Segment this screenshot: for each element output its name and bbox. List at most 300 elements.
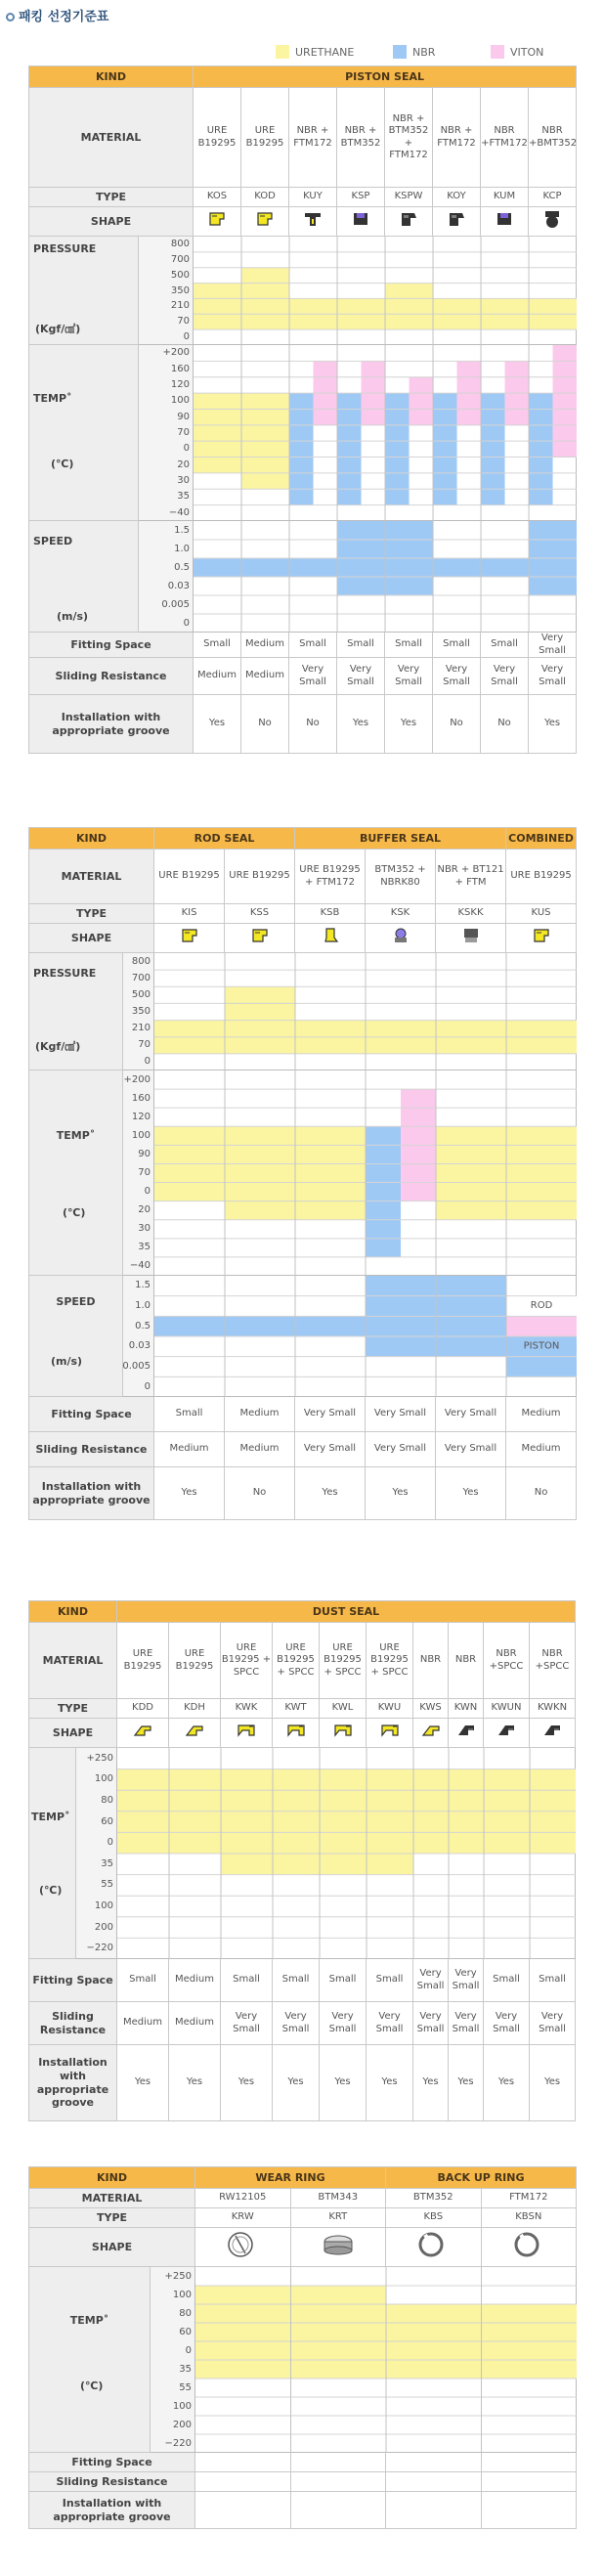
scale-tick-label: 70 — [138, 1166, 151, 1178]
scale-tick-label: 30 — [177, 474, 190, 486]
seal-shape-icon — [530, 1719, 576, 1748]
seal-shape-icon — [241, 207, 289, 237]
fitting-cell: Small — [367, 1959, 413, 2002]
group-header-wear: WEAR RING — [195, 2167, 386, 2189]
seal-shape-icon — [117, 1719, 169, 1748]
scale-tick-label: 20 — [138, 1203, 151, 1215]
fitting-cell: Very Small — [449, 1959, 484, 2002]
scale-tick-label: +250 — [164, 2270, 192, 2282]
sliding-cell — [195, 2472, 291, 2492]
type-cell: KOD — [241, 188, 289, 207]
scale-tick-label: 1.0 — [135, 1299, 151, 1311]
type-label: TYPE — [29, 2208, 195, 2228]
temp-label: TEMP˚ (℃) — [29, 345, 139, 521]
scale-tick-label: +200 — [162, 346, 190, 358]
material-cell: URE B19295 — [169, 1623, 221, 1699]
scale-tick-label: 35 — [177, 491, 190, 502]
temp-chart — [117, 1748, 576, 1959]
temp-range-nbr — [385, 393, 410, 505]
speed-range-bar — [433, 558, 481, 577]
swatch-icon — [276, 45, 289, 59]
scale-tick-label: 120 — [170, 378, 190, 390]
sliding-cell — [386, 2472, 482, 2492]
groove-cell: No — [506, 1467, 577, 1520]
type-cell: KWUN — [484, 1699, 530, 1719]
sliding-cell: Very Small — [436, 1432, 506, 1467]
temp-range-nbr — [337, 393, 362, 505]
fitting-cell — [481, 2453, 577, 2472]
groove-cell: Yes — [366, 1467, 436, 1520]
swatch-icon — [491, 45, 504, 59]
legend-viton: VITON — [491, 45, 543, 59]
seal-shape-icon — [529, 207, 577, 237]
type-cell: KWKN — [530, 1699, 576, 1719]
scale-tick-label: 60 — [179, 2326, 192, 2337]
sliding-label: Sliding Resistance — [29, 658, 194, 695]
groove-cell: No — [289, 695, 337, 754]
material-label: MATERIAL — [29, 2189, 195, 2208]
scale-tick-label: 0.03 — [128, 1340, 151, 1352]
fitting-label: Fitting Space — [29, 1959, 117, 2002]
speed-chart — [194, 521, 577, 633]
seal-shape-icon — [449, 1719, 484, 1748]
type-label: TYPE — [29, 1699, 117, 1719]
groove-cell: Yes — [194, 695, 241, 754]
speed-range-bar — [481, 558, 529, 577]
type-cell: KRT — [290, 2208, 386, 2228]
material-cell: URE B19295 — [194, 88, 241, 188]
material-label: MATERIAL — [29, 850, 154, 904]
scale-tick-label: −220 — [164, 2437, 192, 2449]
fitting-cell: Small — [154, 1397, 225, 1432]
groove-cell: No — [481, 695, 529, 754]
temp-range-viton — [410, 377, 434, 425]
pressure-label: PRESSURE (Kgf/㎠) — [29, 953, 123, 1070]
scale-tick-label: 0 — [144, 1185, 151, 1197]
groove-cell: Yes — [484, 2045, 530, 2121]
scale-tick-label: 60 — [101, 1815, 113, 1827]
temp-range-bar — [291, 2286, 387, 2379]
material-cell: URE B19295 + SPCC — [320, 1623, 367, 1699]
scale-tick-label: 0.5 — [174, 561, 190, 573]
seal-shape-icon — [433, 207, 481, 237]
type-cell: KWN — [449, 1699, 484, 1719]
scale-tick-label: −220 — [86, 1942, 113, 1953]
sliding-cell: Medium — [117, 2002, 169, 2045]
sliding-cell: Very Small — [530, 2002, 576, 2045]
fitting-cell: Small — [530, 1959, 576, 2002]
type-cell: KSPW — [385, 188, 433, 207]
fitting-label: Fitting Space — [29, 1397, 154, 1432]
type-label: TYPE — [29, 904, 154, 924]
sliding-cell: Very Small — [273, 2002, 320, 2045]
scale-tick-label: 70 — [177, 426, 190, 438]
scale-tick-label: 35 — [179, 2363, 192, 2375]
fitting-cell — [290, 2453, 386, 2472]
seal-shape-icon — [367, 1719, 413, 1748]
groove-cell: No — [433, 695, 481, 754]
seal-shape-icon — [366, 924, 436, 953]
temp-range-bar — [221, 1769, 273, 1875]
speed-chart — [154, 1276, 577, 1397]
temp-range-nbr — [481, 393, 505, 505]
material-label: MATERIAL — [29, 88, 194, 188]
scale-tick-label: 120 — [131, 1111, 151, 1122]
material-cell: URE B19295 + SPCC — [221, 1623, 273, 1699]
fitting-cell: Very Small — [529, 633, 577, 658]
scale-tick-label: 70 — [177, 315, 190, 327]
scale-tick-label: −40 — [168, 506, 190, 518]
piston-seal-table — [28, 65, 577, 754]
material-cell: NBR — [413, 1623, 449, 1699]
scale-tick-label: 100 — [172, 2289, 192, 2300]
material-cell: NBR +FTM172 — [481, 88, 529, 188]
speed-range-bar — [289, 558, 337, 577]
speed-range-bar — [241, 558, 289, 577]
scale-tick-label: 55 — [179, 2381, 192, 2393]
scale-tick-label: 0.005 — [122, 1360, 151, 1372]
temp-chart — [195, 2267, 577, 2453]
seal-shape-icon — [221, 1719, 273, 1748]
groove-cell: Yes — [529, 695, 577, 754]
groove-cell — [290, 2492, 386, 2529]
seal-shape-icon — [289, 207, 337, 237]
sliding-cell — [481, 2472, 577, 2492]
sliding-cell: Medium — [506, 1432, 577, 1467]
type-cell: KSK — [366, 904, 436, 924]
sliding-cell: Very Small — [295, 1432, 366, 1467]
type-cell: KRW — [195, 2208, 291, 2228]
groove-cell: No — [225, 1467, 295, 1520]
scale-tick-label: 1.5 — [135, 1280, 151, 1291]
sliding-cell: Medium — [194, 658, 241, 695]
scale-tick-label: 35 — [138, 1242, 151, 1253]
type-cell: KSS — [225, 904, 295, 924]
groove-cell — [481, 2492, 577, 2529]
type-cell: KWS — [413, 1699, 449, 1719]
seal-shape-icon — [154, 924, 225, 953]
groove-cell: Yes — [169, 2045, 221, 2121]
speed-label: SPEED (m/s) — [29, 1276, 123, 1397]
temp-range-bar — [194, 393, 241, 473]
group-header: DUST SEAL — [117, 1601, 576, 1623]
sliding-cell — [290, 2472, 386, 2492]
scale-tick-label: 1.5 — [174, 524, 190, 536]
shape-label: SHAPE — [29, 924, 154, 953]
group-header-rod: ROD SEAL — [154, 828, 295, 850]
speed-range-bar — [225, 1316, 295, 1336]
seal-shape-icon — [436, 924, 506, 953]
scale-tick-label: +250 — [86, 1752, 113, 1764]
fitting-cell: Small — [221, 1959, 273, 2002]
legend-nbr: NBR — [393, 45, 435, 59]
dust-seal-table — [28, 1600, 576, 2121]
seal-shape-icon — [273, 1719, 320, 1748]
sliding-cell: Very Small — [481, 658, 529, 695]
fitting-cell: Medium — [169, 1959, 221, 2002]
type-cell: KOS — [194, 188, 241, 207]
type-cell: KDH — [169, 1699, 221, 1719]
fitting-cell: Small — [289, 633, 337, 658]
temp-label: TEMP˚ (℃) — [29, 1748, 76, 1959]
sliding-cell: Very Small — [221, 2002, 273, 2045]
speed-range-bar — [154, 1316, 225, 1336]
scale-tick-label: 0 — [144, 1380, 151, 1392]
temp-range-bar — [225, 1126, 295, 1219]
seal-shape-icon — [506, 924, 577, 953]
fitting-cell: Very Small — [413, 1959, 449, 2002]
scale-tick-label: 0 — [144, 1056, 151, 1068]
groove-cell: No — [241, 695, 289, 754]
pressure-range-bar — [194, 284, 241, 330]
material-cell: URE B19295 + SPCC — [367, 1623, 413, 1699]
speed-range-rod — [506, 1316, 577, 1336]
type-cell: KWU — [367, 1699, 413, 1719]
groove-cell: Yes — [413, 2045, 449, 2121]
scale-tick-label: 500 — [170, 269, 190, 281]
fitting-cell: Small — [385, 633, 433, 658]
type-cell: KSB — [295, 904, 366, 924]
type-cell: KCP — [529, 188, 577, 207]
type-cell: KWK — [221, 1699, 273, 1719]
seal-shape-icon — [320, 1719, 367, 1748]
temp-range-bar — [506, 1126, 577, 1219]
seal-shape-icon — [225, 924, 295, 953]
scale-tick-label: 100 — [131, 1129, 151, 1141]
temp-label: TEMP˚ (℃) — [29, 1070, 123, 1276]
fitting-cell: Small — [273, 1959, 320, 2002]
type-cell: KDD — [117, 1699, 169, 1719]
scale-tick-label: 0.03 — [167, 580, 190, 591]
groove-label: Installation with appropriate groove — [29, 1467, 154, 1520]
seal-shape-icon — [481, 207, 529, 237]
scale-tick-label: 90 — [138, 1148, 151, 1159]
fitting-label: Fitting Space — [29, 2453, 195, 2472]
type-cell: KWT — [273, 1699, 320, 1719]
fitting-cell: Small — [194, 633, 241, 658]
scale-tick-label: 55 — [101, 1879, 113, 1891]
material-cell: NBR + BTM352 — [337, 88, 385, 188]
temp-range-bar — [367, 1769, 413, 1875]
fitting-cell: Small — [433, 633, 481, 658]
shape-label: SHAPE — [29, 207, 194, 237]
temp-range-bar — [320, 1769, 367, 1875]
scale-tick-label: 350 — [131, 1005, 151, 1017]
seal-shape-icon — [337, 207, 385, 237]
temp-range-bar — [195, 2286, 291, 2379]
scale-tick-label: 160 — [131, 1092, 151, 1104]
page-title: 패킹 선정기준표 — [6, 6, 108, 24]
sliding-cell: Very Small — [366, 1432, 436, 1467]
scale-tick-label: 800 — [131, 955, 151, 967]
shape-label: SHAPE — [29, 1719, 117, 1748]
temp-range-nbr — [366, 1126, 401, 1257]
type-cell: KUM — [481, 188, 529, 207]
group-header: PISTON SEAL — [194, 66, 577, 88]
material-cell: BTM352 + NBRK80 — [366, 850, 436, 904]
scale-tick-label: 80 — [179, 2307, 192, 2319]
temp-range-nbr — [289, 393, 314, 505]
scale-tick-label: 200 — [94, 1921, 113, 1933]
fitting-cell: Small — [320, 1959, 367, 2002]
seal-shape-icon — [169, 1719, 221, 1748]
groove-cell: Yes — [295, 1467, 366, 1520]
material-cell: RW12105 — [195, 2189, 291, 2208]
scale-tick-label: 800 — [170, 238, 190, 249]
pressure-chart — [154, 953, 577, 1070]
swatch-icon — [393, 45, 407, 59]
temp-chart — [154, 1070, 577, 1276]
fitting-label: Fitting Space — [29, 633, 194, 658]
sliding-cell: Very Small — [337, 658, 385, 695]
material-cell: URE B19295 — [225, 850, 295, 904]
type-cell: KOY — [433, 188, 481, 207]
sliding-cell: Very Small — [320, 2002, 367, 2045]
material-cell: NBR — [449, 1623, 484, 1699]
sliding-cell: Medium — [225, 1432, 295, 1467]
kind-header: KIND — [29, 1601, 117, 1623]
groove-label: Installation with appropriate groove — [29, 2045, 117, 2121]
material-cell: NBR + FTM172 — [289, 88, 337, 188]
sliding-cell: Very Small — [433, 658, 481, 695]
sliding-cell: Very Small — [529, 658, 577, 695]
scale-tick-label: 0 — [107, 1836, 113, 1848]
type-cell: KSP — [337, 188, 385, 207]
material-cell: URE B19295 + SPCC — [273, 1623, 320, 1699]
sliding-cell: Very Small — [449, 2002, 484, 2045]
speed-range-bar — [194, 558, 241, 577]
pressure-label: PRESSURE (Kgf/㎠) — [29, 237, 139, 345]
sliding-cell: Very Small — [289, 658, 337, 695]
type-cell: KUY — [289, 188, 337, 207]
fitting-cell: Medium — [506, 1397, 577, 1432]
temp-label: TEMP˚ (℃) — [29, 2267, 151, 2453]
sliding-label: Sliding Resistance — [29, 2472, 195, 2492]
legend-urethane: URETHANE — [276, 45, 354, 59]
fitting-cell: Very Small — [295, 1397, 366, 1432]
groove-label: Installation with appropriate groove — [29, 695, 194, 754]
group-header-backup: BACK UP RING — [386, 2167, 577, 2189]
type-label: TYPE — [29, 188, 194, 207]
sliding-cell: Medium — [241, 658, 289, 695]
temp-range-bar — [295, 1126, 366, 1219]
groove-cell: Yes — [385, 695, 433, 754]
groove-cell: Yes — [449, 2045, 484, 2121]
bullet-icon — [6, 13, 15, 22]
scale-tick-label: 350 — [170, 284, 190, 296]
seal-shape-icon — [290, 2228, 386, 2267]
scale-tick-label: 0 — [185, 2344, 192, 2356]
fitting-cell: Very Small — [366, 1397, 436, 1432]
temp-range-nbr — [529, 393, 553, 505]
combined-speed-label: ROD — [530, 1300, 553, 1312]
material-cell: NBR + FTM172 — [433, 88, 481, 188]
speed-label: SPEED (m/s) — [29, 521, 139, 633]
scale-tick-label: 80 — [101, 1794, 113, 1806]
temp-range-viton — [553, 345, 578, 458]
sliding-cell: Very Small — [385, 658, 433, 695]
material-cell: URE B19295 — [117, 1623, 169, 1699]
groove-cell: Yes — [367, 2045, 413, 2121]
groove-cell — [195, 2492, 291, 2529]
fitting-cell: Small — [481, 633, 529, 658]
group-header-combined: COMBINED — [506, 828, 577, 850]
fitting-cell: Very Small — [436, 1397, 506, 1432]
groove-cell: Yes — [154, 1467, 225, 1520]
material-cell: URE B19295 + FTM172 — [295, 850, 366, 904]
scale-tick-label: 90 — [177, 411, 190, 422]
temp-range-nbr — [433, 393, 457, 505]
scale-tick-label: 70 — [138, 1039, 151, 1051]
scale-tick-label: 210 — [131, 1022, 151, 1033]
fitting-cell — [386, 2453, 482, 2472]
material-cell: URE B19295 — [241, 88, 289, 188]
scale-tick-label: 700 — [131, 972, 151, 983]
scale-tick-label: 1.0 — [174, 543, 190, 554]
pressure-chart — [194, 237, 577, 345]
sliding-cell: Medium — [154, 1432, 225, 1467]
groove-cell: Yes — [117, 2045, 169, 2121]
material-cell: URE B19295 — [154, 850, 225, 904]
seal-shape-icon — [385, 207, 433, 237]
scale-tick-label: 200 — [172, 2419, 192, 2430]
groove-cell: Yes — [436, 1467, 506, 1520]
material-cell: NBR +SPCC — [484, 1623, 530, 1699]
scale-tick-label: 0 — [183, 617, 190, 629]
type-cell: KSKK — [436, 904, 506, 924]
group-header-buffer: BUFFER SEAL — [295, 828, 506, 850]
fitting-cell: Small — [484, 1959, 530, 2002]
kind-header: KIND — [29, 66, 194, 88]
seal-shape-icon — [413, 1719, 449, 1748]
scale-tick-label: 20 — [177, 458, 190, 470]
type-cell: KBS — [386, 2208, 482, 2228]
temp-range-bar — [436, 1126, 506, 1219]
seal-shape-icon — [295, 924, 366, 953]
fitting-cell: Small — [117, 1959, 169, 2002]
kind-header: KIND — [29, 2167, 195, 2189]
groove-cell: Yes — [530, 2045, 576, 2121]
groove-cell: Yes — [320, 2045, 367, 2121]
sliding-cell: Very Small — [484, 2002, 530, 2045]
groove-cell: Yes — [337, 695, 385, 754]
scale-tick-label: 700 — [170, 253, 190, 265]
shape-label: SHAPE — [29, 2228, 195, 2267]
type-cell: KBSN — [481, 2208, 577, 2228]
rod-buffer-seal-table — [28, 827, 577, 1520]
temp-chart — [194, 345, 577, 521]
seal-shape-icon — [386, 2228, 482, 2267]
fitting-cell — [195, 2453, 291, 2472]
material-cell: BTM343 — [290, 2189, 386, 2208]
scale-tick-label: 500 — [131, 988, 151, 1000]
scale-tick-label: 0 — [183, 443, 190, 455]
sliding-cell: Very Small — [413, 2002, 449, 2045]
scale-tick-label: 210 — [170, 300, 190, 312]
material-cell: BTM352 — [386, 2189, 482, 2208]
sliding-label: Sliding Resistance — [29, 2002, 117, 2045]
scale-tick-label: 100 — [94, 1899, 113, 1911]
temp-range-bar — [273, 1769, 320, 1875]
seal-shape-icon — [194, 207, 241, 237]
groove-cell: Yes — [221, 2045, 273, 2121]
material-label: MATERIAL — [29, 1623, 117, 1699]
sliding-cell: Very Small — [367, 2002, 413, 2045]
groove-label: Installation with appropriate groove — [29, 2492, 195, 2529]
scale-tick-label: 100 — [170, 395, 190, 407]
material-cell: NBR + BTM352 + FTM172 — [385, 88, 433, 188]
fitting-cell: Medium — [225, 1397, 295, 1432]
